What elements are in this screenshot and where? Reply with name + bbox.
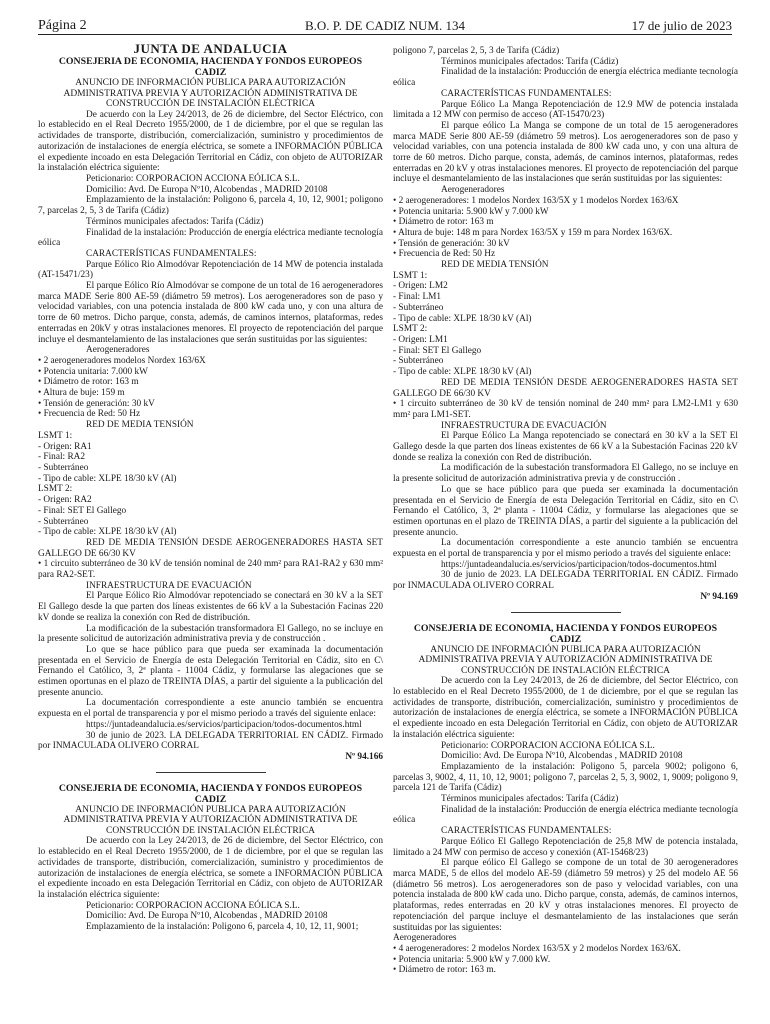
list-item: - Tipo de cable: XLPE 18/30 kV (Al) (393, 367, 532, 378)
modification-note: La modificación de la subestación transformadora El Gallego, no se incluye en la presente solicitud de autorización administrativa previa y de construcción . (393, 463, 738, 485)
right-column (393, 46, 738, 976)
evacuation-heading: INFRAESTRUCTURA DE EVACUACIÓN (441, 420, 607, 431)
location: Emplazamiento de la instalación: Poligono 6, parcela 4, 10, 12, 9001; poligono 7, parcelas 2, 5, 3 de Tarifa (Cádiz) (38, 195, 383, 217)
department-city: CADIZ (194, 67, 227, 78)
publication-name: B.O. P. DE CADIZ NUM. 134 (305, 18, 465, 33)
left-column (38, 42, 383, 933)
address: Domicilio: Avd. De Europa Nº10, Alcobendas , MADRID 20108 (441, 751, 683, 762)
list-item: - Origen: RA1 (38, 441, 92, 452)
list-item: - Final: LM1 (393, 292, 442, 303)
evacuation-text: El Parque Eólico La Manga repotenciado se conectará en 30 kV a la SET El Gallego desde la que parten dos líneas existentes de 66 kV a la Subestación Facinas 220 kV donde se realiza la conexión con Red de distribución. (393, 431, 738, 463)
announcement-number: Nº 94.169 (700, 591, 738, 602)
list-item: - Final: RA2 (38, 452, 86, 463)
list-item: LSMT 2: (38, 484, 73, 495)
park-description: El parque eólico El Gallego se compone de un total de 30 aerogeneradores marca MADE, 5 de ellos del modelo AE-59 (diámetro 59 metros) y 25 del modelo AE 56 (diámetro 56 metros). Los aerogeneradores son de paso y velocidad variables, con una potencia instalada de 800 kW cada uno. Dicho parque, consta, además, de caminos internos, plataformas, redes enterradas en 20 kV y otras instalaciones menores. El proyecto de repotenciación del parque incluye el desmantelamiento de las instalaciones que serán sustituidas por las siguientes: (393, 858, 738, 933)
separator-rule (156, 772, 266, 773)
department-city: CADIZ (194, 793, 227, 805)
park-name: Parque Eólico Rio Almodóvar Repotenciación de 14 MW de potencia instalada (AT-15471/23) (38, 259, 383, 281)
list-item: LSMT 1: (38, 430, 73, 441)
announcement-94166 (38, 56, 383, 763)
list-item: • Diámetro de rotor: 163 m. (393, 965, 496, 976)
list-item: • 2 aerogeneradores: 1 modelos Nordex 163/5X y 1 modelos Nordex 163/6X (393, 195, 679, 206)
circuit: • 1 circuito subterráneo de 30 kV de tensión nominal de 240 mm² para RA1-RA2 y 630 mm² para RA2-SET. (38, 559, 383, 581)
main-title: JUNTA DE ANDALUCIA (133, 41, 288, 56)
list-item: LSMT 1: (393, 270, 428, 281)
signature: 30 de junio de 2023. LA DELEGADA TERRITORIAL EN CÁDIZ. Firmado por INMACULADA OLIVERO CORRAL (38, 730, 383, 752)
municipalities: Términos municipales afectados: Tarifa (Cádiz) (441, 56, 619, 67)
announcement-number: Nº 94.166 (345, 751, 383, 762)
publication-date: 17 de julio de 2023 (631, 18, 732, 33)
generators-heading: Aerogeneradores (86, 345, 150, 356)
list-item: • Altura de buje: 159 m (38, 388, 125, 399)
list-item: • Frecuencia de Red: 50 Hz (38, 409, 141, 420)
document-url[interactable]: https://juntadeandalucia.es/servicios/participacion/todos-documentos.html (86, 719, 362, 730)
intro-paragraph: De acuerdo con la Ley 24/2013, de 26 de diciembre, del Sector Eléctrico, con lo establecido en el Real Decreto 1955/2000, de 1 de diciembre, por el que se regulan las actividades de transporte, distribución, comercialización, suministro y procedimientos de autorización de instalaciones de energía eléctrica, se somete a INFORMACIÓN PÚBLICA el expediente incoado en esta Delegación Territorial en Cádiz, con objeto de AUTORIZAR la instalación eléctrica siguiente: (393, 676, 738, 740)
municipalities: Términos municipales afectados: Tarifa (Cádiz) (441, 794, 619, 805)
mt-heading: RED DE MEDIA TENSIÓN (86, 420, 194, 431)
list-item: - Origen: LM1 (393, 334, 448, 345)
list-item: - Subterráneo (393, 302, 444, 313)
list-item: - Final: SET El Gallego (38, 505, 127, 516)
characteristics-heading: CARACTERÍSTICAS FUNDAMENTALES: (441, 826, 612, 837)
purpose: Finalidad de la instalación: Producción de energía eléctrica mediante tecnología eólica (393, 804, 738, 826)
public-notice: Lo que se hace público para que pueda ser examinada la documentación presentada en el Servicio de Energía de esta Delegación Territorial en Cádiz, sito en C\ Fernando el Católico, 3, 2ª planta - 11004 Cádiz, y formularse las alegaciones que se estimen oportunas en el plazo de TREINTA DÍAS, a partir del siguiente a la publicación del presente anuncio. (393, 484, 738, 538)
department-heading: CONSEJERIA DE ECONOMIA, HACIENDA Y FONDOS EUROPEOS (58, 782, 363, 794)
list-item: - Subterráneo (38, 516, 89, 527)
park-description: El parque Eólico Río Almodóvar se compone de un total de 16 aerogeneradores marca MADE Serie 800 AE-59 (diámetro 59 metros). Los aerogeneradores son de paso y velocidad variables, con una potencia instalada de 800 kW cada uno, y con una altura de torre de 60 metros. Dicho parque, consta, además, de caminos internos, plataformas, redes enterradas en 20kV y otras instalaciones menores. El proyecto de repotenciación del parque incluye el desmantelamiento de las instalaciones que serán sustituidas por las siguientes: (38, 281, 383, 345)
document-url[interactable]: https://juntadeandalucia.es/servicios/participacion/todos-documentos.html (441, 559, 717, 570)
intro-paragraph: De acuerdo con la Ley 24/2013, de 26 de diciembre, del Sector Eléctrico, con lo establecido en el Real Decreto 1955/2000, de 1 de diciembre, por el que se regulan las actividades de transporte, distribución, comercialización, suministro y procedimientos de autorización de instalaciones de energía eléctrica, se somete a INFORMACIÓN PÚBLICA el expediente incoado en esta Delegación Territorial en Cádiz, con objeto de AUTORIZAR la instalación eléctrica siguiente: (38, 109, 383, 174)
list-item: - Final: SET El Gallego (393, 345, 482, 356)
park-name: Parque Eólico La Manga Repotenciación de 12.9 MW de potencia instalada limitada a 12 MW con permiso de acceso (AT-15470/23) (393, 99, 738, 121)
list-item: - Subterráneo (393, 356, 444, 367)
signature: 30 de junio de 2023. LA DELEGADA TERRITORIAL EN CÁDIZ. Firmado por INMACULADA OLIVERO CORRAL (393, 570, 738, 592)
list-item: - Tipo de cable: XLPE 18/30 kV (Al) (393, 313, 532, 324)
modification-note: La modificación de la subestación transformadora El Gallego, no se incluye en la presente solicitud de autorización administrativa previa y de construcción . (38, 623, 383, 645)
park-description: El parque eólico La Manga se compone de un total de 15 aerogeneradores marca MADE Serie 800 AE-59 (diámetro 59 metros). Los aerogeneradores son de paso y velocidad variables, con una potencia instalada de 800 kW cada uno, y con una altura de torre de 60 metros. Dicho parque, consta, además, de caminos internos, plataformas, redes enterradas en 20 kV y otras instalaciones menores. El proyecto de repotenciación del parque incluye el desmantelamiento de las instalaciones que serán sustituidas por las siguientes: (393, 120, 738, 185)
header-rule (38, 34, 732, 35)
list-item: - Origen: LM2 (393, 281, 448, 292)
signature-line (38, 731, 383, 752)
mt-heading: RED DE MEDIA TENSIÓN (441, 260, 549, 271)
transparency-note: La documentación correspondiente a este anuncio también se encuentra expuesta en el portal de transparencia y por el mismo periodo a través del siguiente enlace: (38, 698, 383, 720)
generators-heading: Aerogeneradores (441, 185, 505, 196)
address: Domicilio: Avd. De Europa Nº10, Alcobendas , MADRID 20108 (86, 911, 328, 922)
separator-rule (511, 612, 621, 613)
petitioner: Peticionario: CORPORACION ACCIONA EÓLICA S.L. (441, 740, 655, 751)
department-heading: CONSEJERIA DE ECONOMIA, HACIENDA Y FONDOS EUROPEOS (58, 56, 363, 67)
intro-paragraph: De acuerdo con la Ley 24/2013, de 26 de diciembre, del Sector Eléctrico, con lo establecido en el Real Decreto 1955/2000, de 1 de diciembre, por el que se regulan las actividades de transporte, distribución, comercialización, suministro y procedimientos de autorización de instalaciones de energía eléctrica, se somete a INFORMACIÓN PÚBLICA el expediente incoado en esta Delegación Territorial en Cádiz, con objeto de AUTORIZAR la instalación eléctrica siguiente: (38, 836, 383, 900)
circuit: • 1 circuito subterráneo de 30 kV de tensión nominal de 240 mm² para LM2-LM1 y 630 mm² para LM1-SET. (393, 399, 738, 420)
announcement-el-gallego (393, 623, 738, 976)
list-item: - Origen: RA2 (38, 495, 92, 506)
mt-set-heading: RED DE MEDIA TENSIÓN DESDE AEROGENERADORES HASTA SET GALLEGO DE 66/30 KV (393, 377, 738, 399)
list-item: • 4 aerogeneradores: 2 modelos Nordex 163/5X y 2 modelos Nordex 163/6X. (393, 943, 681, 954)
list-item: • Potencia unitaria: 7.000 kW (38, 366, 148, 377)
list-item: - Tipo de cable: XLPE 18/30 kV (Al) (38, 473, 177, 484)
characteristics-heading: CARACTERÍSTICAS FUNDAMENTALES: (441, 88, 612, 99)
list-item: - Tipo de cable: XLPE 18/30 kV (Al) (38, 527, 177, 538)
petitioner: Peticionario: CORPORACION ACCIONA EÓLICA S.L. (86, 174, 300, 184)
location: Emplazamiento de la instalación: Poligono 5, parcela 9002; poligono 6, parcelas 3, 9002, 4, 11, 10, 12, 9001; poligono 7, parcelas 2, 5, 3, 9002, 1, 9009; poligono 9, parcela 121 de Tarifa (Cádiz) (393, 761, 738, 794)
purpose: Finalidad de la instalación: Producción de energía eléctrica mediante tecnología eólica (38, 227, 383, 249)
location: Emplazamiento de la instalación: Poligono 6, parcela 4, 10, 12, 11, 9001; (86, 922, 359, 933)
list-item: • Diámetro de rotor: 163 m (38, 377, 139, 388)
list-item: • Altura de buje: 148 m para Nordex 163/5X y 159 m para Nordex 163/6X. (393, 227, 673, 238)
list-item: • Diámetro de rotor: 163 m (393, 217, 494, 228)
list-item: • Potencia unitaria: 5.900 kW y 7.000 kW (393, 206, 549, 217)
announcement-title: ANUNCIO DE INFORMACIÓN PUBLICA PARA AUTORIZACIÓN ADMINISTRATIVA PREVIA Y AUTORIZACIÓN ADMINISTRATIVA DE CONSTRUCCIÓN DE INSTALACIÓN ELÉCTRICA (63, 804, 358, 836)
purpose: Finalidad de la instalación: Producción de energía eléctrica mediante tecnología eólica (393, 67, 738, 89)
public-notice: Lo que se hace público para que pueda ser examinada la documentación presentada en el Servicio de Energía de esta Delegación Territorial en Cádiz, sito en C\ Fernando el Católico, 3, 2ª planta - 11004 Cádiz, y formularse las alegaciones que se estimen oportunas en el plazo de TREINTA DÍAS, a partir del siguiente a la publicación del presente anuncio. (38, 644, 383, 698)
generators-heading: Aerogeneradores (393, 933, 457, 944)
department-heading: CONSEJERIA DE ECONOMIA, HACIENDA Y FONDOS EUROPEOS (413, 622, 718, 634)
announcement-next (38, 783, 383, 933)
municipalities: Términos municipales afectados: Tarifa (Cádiz) (86, 216, 264, 227)
mt-set-heading: RED DE MEDIA TENSIÓN DESDE AEROGENERADORES HASTA SET GALLEGO DE 66/30 KV (38, 537, 383, 559)
location-continued: poligono 7, parcelas 2, 5, 3 de Tarifa (Cádiz) (393, 46, 560, 56)
announcement-title: ANUNCIO DE INFORMACIÓN PUBLICA PARA AUTORIZACIÓN ADMINISTRATIVA PREVIA Y AUTORIZACIÓN ADMINISTRATIVA DE CONSTRUCCIÓN DE INSTALACIÓN ELÉCTRICA (63, 78, 358, 110)
list-item: - Subterráneo (38, 462, 89, 473)
evacuation-heading: INFRAESTRUCTURA DE EVACUACIÓN (86, 580, 252, 591)
list-item: LSMT 2: (393, 324, 428, 335)
page-number: Página 2 (38, 18, 87, 33)
list-item: • Tensión de generación: 30 kV (393, 238, 510, 249)
page-header (38, 12, 732, 34)
transparency-note: La documentación correspondiente a este anuncio también se encuentra expuesta en el portal de transparencia y por el mismo periodo a través del siguiente enlace: (393, 538, 738, 560)
list-item: • Tensión de generación: 30 kV (38, 398, 155, 409)
announcement-94169 (393, 46, 738, 603)
evacuation-text: El Parque Eólico Rio Almodóvar repotenciado se conectará en 30 kV a la SET El Gallego desde la que parten dos líneas existentes de 66 kV a la Subestación Facinas 220 kV donde se realiza la conexión con Red de distribución. (38, 591, 383, 623)
petitioner: Peticionario: CORPORACION ACCIONA EÓLICA S.L. (86, 900, 300, 911)
park-name: Parque Eólico El Gallego Repotenciación de 25,8 MW de potencia instalada, limitado a 24 MW con permiso de acceso y conexión (AT-15468/23) (393, 836, 738, 858)
department-city: CADIZ (549, 633, 582, 645)
announcement-title: ANUNCIO DE INFORMACIÓN PUBLICA PARA AUTORIZACIÓN ADMINISTRATIVA PREVIA Y AUTORIZACIÓN ADMINISTRATIVA DE CONSTRUCCIÓN DE INSTALACIÓN ELÉCTRICA (418, 644, 713, 676)
list-item: • Potencia unitaria: 5.900 kW y 7.000 kW. (393, 954, 551, 965)
list-item: • 2 aerogeneradores modelos Nordex 163/6X (38, 355, 206, 366)
address: Domicilio: Avd. De Europa Nº10, Alcobendas , MADRID 20108 (86, 184, 328, 195)
characteristics-heading: CARACTERÍSTICAS FUNDAMENTALES: (86, 248, 257, 259)
list-item: • Frecuencia de Red: 50 Hz (393, 249, 496, 260)
